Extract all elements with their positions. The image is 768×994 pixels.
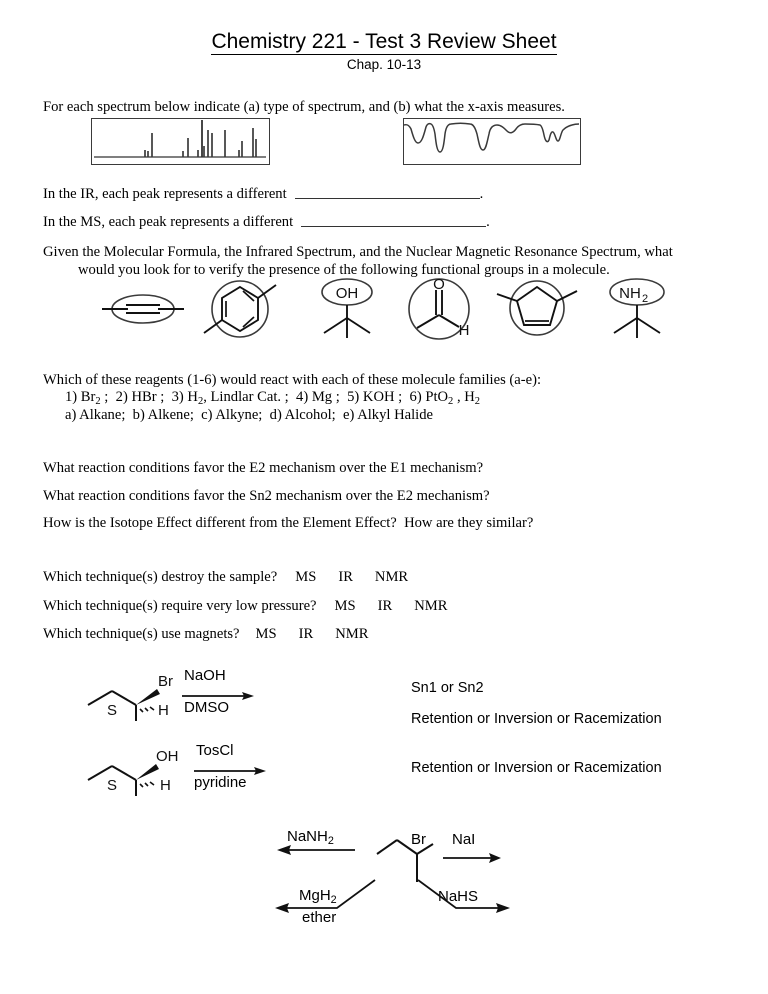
scheme3-reagent-right-bottom: NaHS bbox=[438, 888, 479, 905]
ms-peak-blank-input[interactable] bbox=[301, 212, 486, 227]
scheme2-stereocenter-label: S bbox=[106, 777, 118, 794]
technique-option-ms-destroy[interactable]: MS bbox=[295, 569, 317, 585]
scheme2-substrate bbox=[84, 738, 199, 796]
molecule-families-list: a) Alkane; b) Alkene; c) Alkyne; d) Alcohol; e) Alkyl Halide bbox=[65, 407, 433, 423]
reagent-list-part-b: ; 2) HBr ; 3) H bbox=[100, 389, 198, 405]
mass-spectrum-trace bbox=[92, 119, 268, 163]
scheme3-arrow-right-bottom bbox=[418, 880, 510, 916]
scheme3-arrow-left-top bbox=[277, 843, 355, 857]
mass-spectrum-box bbox=[91, 118, 270, 165]
amine-label-subscript: 2 bbox=[641, 293, 649, 305]
page-title-text: Chemistry 221 - Test 3 Review Sheet bbox=[211, 30, 557, 53]
technique-option-nmr-destroy[interactable]: NMR bbox=[374, 569, 409, 585]
reagent-list-part-c: , Lindlar Cat. ; 4) Mg ; 5) KOH ; 6) PtO bbox=[203, 389, 449, 405]
reagent-sub-4: 2 bbox=[474, 395, 481, 407]
technique-option-ir-destroy[interactable]: IR bbox=[338, 569, 353, 585]
ms-peak-blank-line bbox=[43, 212, 490, 231]
scheme3-reagent-left-top-text: NaNH bbox=[287, 828, 328, 845]
ms-peak-blank-prefix: In the MS, each peak represents a different bbox=[43, 213, 294, 230]
aldehyde-structure bbox=[405, 275, 477, 343]
page-title bbox=[0, 30, 768, 54]
technique-option-ms-magnets[interactable]: MS bbox=[255, 626, 277, 642]
spectrum-prompt: For each spectrum below indicate (a) type of spectrum, and (b) what the x-axis measures. bbox=[43, 99, 565, 115]
infrared-spectrum-box bbox=[403, 118, 581, 165]
scheme3-reagent-left-top-sub: 2 bbox=[327, 835, 334, 848]
technique-option-ir-pressure[interactable]: IR bbox=[377, 598, 393, 614]
functional-group-prompt-line1: Given the Molecular Formula, the Infrared Spectrum, and the Nuclear Magnetic Resonance Spectrum, what bbox=[43, 244, 673, 260]
scheme1-substrate bbox=[84, 663, 194, 721]
ir-peak-blank-period: . bbox=[479, 185, 484, 202]
technique-question-destroy bbox=[43, 568, 408, 586]
scheme3-reagent-left-bottom-sub: 2 bbox=[330, 894, 337, 907]
question-sn2-vs-e2: What reaction conditions favor the Sn2 mechanism over the E2 mechanism? bbox=[43, 488, 490, 504]
technique-question-pressure bbox=[43, 597, 447, 615]
scheme1-stereocenter-label: S bbox=[106, 702, 118, 719]
aldehyde-hydrogen-label: H bbox=[458, 322, 470, 339]
scheme2-answer-stereochem[interactable]: Retention or Inversion or Racemization bbox=[411, 760, 662, 776]
technique-question-pressure-text: Which technique(s) require very low pressure? bbox=[43, 598, 317, 614]
scheme1-reagent-bottom: DMSO bbox=[184, 699, 229, 716]
scheme1-reagent-top: NaOH bbox=[184, 667, 226, 684]
page-subtitle: Chap. 10-13 bbox=[346, 57, 422, 72]
scheme1-answer-mechanism[interactable]: Sn1 or Sn2 bbox=[411, 680, 484, 696]
amine-structure bbox=[600, 278, 674, 340]
scheme2-reagent-top: TosCl bbox=[196, 742, 234, 759]
scheme3-substrate bbox=[375, 826, 435, 888]
amine-label: NH bbox=[619, 285, 641, 302]
question-isotope-effect: How is the Isotope Effect different from the Element Effect? How are they similar? bbox=[43, 515, 534, 531]
scheme3-reagent-right-top: NaI bbox=[452, 831, 476, 848]
reagent-list-part-a: 1) Br bbox=[65, 389, 96, 405]
reagents-question: Which of these reagents (1-6) would react with each of these molecule families (a-e): bbox=[43, 372, 541, 388]
ms-peak-blank-period: . bbox=[486, 213, 490, 230]
scheme3-center-label: Br bbox=[411, 831, 426, 848]
alkyne-structure bbox=[100, 283, 186, 335]
technique-question-magnets bbox=[43, 625, 368, 643]
scheme1-leaving-group-label: Br bbox=[158, 673, 173, 690]
scheme3-reagent-left-bottom-text: MgH bbox=[299, 887, 331, 904]
ir-peak-blank-line bbox=[43, 184, 483, 203]
alcohol-structure bbox=[310, 278, 384, 340]
scheme3-arrow-right-top bbox=[443, 851, 501, 865]
ir-peak-blank-prefix: In the IR, each peak represents a different bbox=[43, 185, 287, 202]
scheme1-hydrogen-label: H bbox=[158, 702, 169, 719]
ir-peak-blank-input[interactable] bbox=[295, 184, 480, 199]
technique-question-magnets-text: Which technique(s) use magnets? bbox=[43, 626, 240, 642]
aromatic-structure bbox=[200, 275, 280, 343]
scheme2-hydrogen-label: H bbox=[160, 777, 171, 794]
technique-option-nmr-pressure[interactable]: NMR bbox=[414, 598, 448, 614]
scheme1-answer-stereochem[interactable]: Retention or Inversion or Racemization bbox=[411, 711, 662, 727]
technique-option-nmr-magnets[interactable]: NMR bbox=[335, 626, 369, 642]
scheme2-leaving-group-label: OH bbox=[156, 748, 179, 765]
infrared-spectrum-trace bbox=[404, 119, 579, 163]
alkene-ring-structure bbox=[495, 277, 579, 339]
reagent-sub-2: 2 bbox=[197, 395, 204, 407]
technique-option-ms-pressure[interactable]: MS bbox=[334, 598, 356, 614]
scheme3-solvent-left-bottom: ether bbox=[302, 909, 337, 926]
reagent-sub-1: 2 bbox=[95, 395, 101, 407]
functional-group-prompt-line2: would you look for to verify the presence of the following functional groups in a molecule. bbox=[78, 262, 610, 278]
scheme2-reagent-bottom: pyridine bbox=[194, 774, 247, 791]
technique-question-destroy-text: Which technique(s) destroy the sample? bbox=[43, 569, 278, 585]
technique-option-ir-magnets[interactable]: IR bbox=[298, 626, 314, 642]
reagent-sub-3: 2 bbox=[448, 395, 454, 407]
alcohol-label: OH bbox=[335, 285, 359, 302]
carbonyl-oxygen-label: O bbox=[433, 276, 445, 293]
question-e2-vs-e1: What reaction conditions favor the E2 mechanism over the E1 mechanism? bbox=[43, 460, 484, 476]
reagent-list-part-d: , H bbox=[453, 389, 475, 405]
